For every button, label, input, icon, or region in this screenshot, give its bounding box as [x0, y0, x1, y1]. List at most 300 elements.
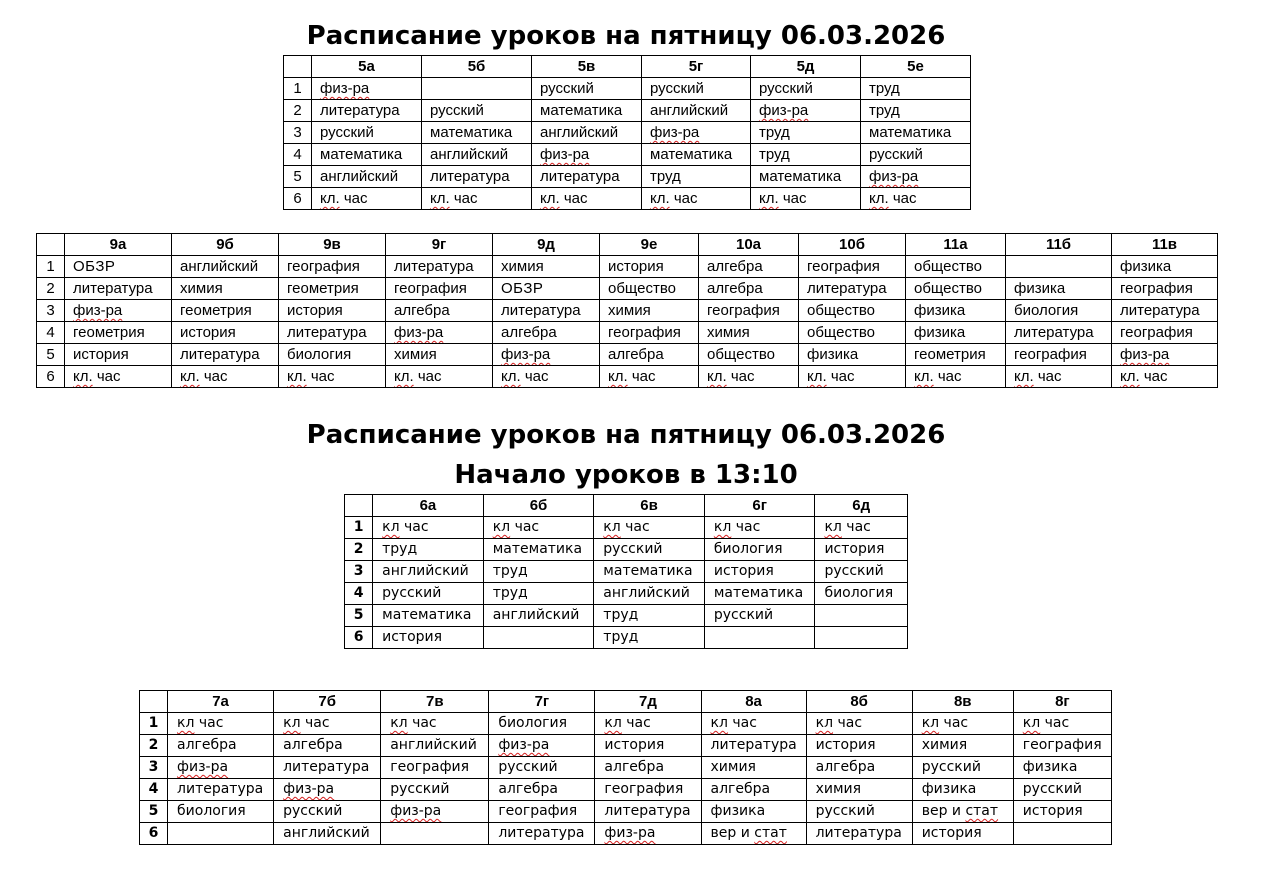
lesson-subject: физика: [921, 781, 977, 797]
lesson-subject: русский: [498, 759, 558, 775]
lesson-cell: [600, 366, 699, 388]
lesson-subject: литература: [498, 825, 585, 841]
lesson-subject: география: [1120, 280, 1193, 297]
class-header: 8г: [1013, 691, 1111, 713]
lesson-subject: общество: [914, 280, 982, 297]
lesson-cell: [600, 300, 699, 322]
lesson-subject: история: [73, 346, 129, 363]
lesson-subject: вер и стат: [921, 803, 999, 819]
lesson-cell: [422, 100, 532, 122]
lesson-subject: литература: [501, 302, 581, 319]
lesson-subject: кл час: [824, 519, 871, 535]
class-header: 11в: [1112, 234, 1218, 256]
lesson-subject: история: [824, 541, 885, 557]
lesson-subject: кл. час: [540, 190, 588, 207]
lesson-cell: [701, 713, 806, 735]
lesson-cell: [699, 256, 799, 278]
lesson-cell: [806, 779, 912, 801]
lesson-cell: [493, 344, 600, 366]
lesson-cell: [600, 322, 699, 344]
lesson-subject: география: [707, 302, 780, 319]
lesson-number: 1: [140, 713, 168, 735]
corner-cell: [37, 234, 65, 256]
class-header: 7д: [595, 691, 701, 713]
lesson-subject: география: [287, 258, 360, 275]
lesson-subject: история: [382, 629, 443, 645]
lesson-cell: [642, 166, 751, 188]
lesson-subject: история: [608, 258, 664, 275]
class-header: 9а: [65, 234, 172, 256]
lesson-cell: [912, 823, 1013, 845]
lesson-cell: [422, 188, 532, 210]
lesson-subject: русский: [1022, 781, 1083, 797]
lesson-cell: [1006, 256, 1112, 278]
subtitle-start-time: Начало уроков в 13:10: [454, 460, 798, 490]
lesson-subject: математика: [320, 146, 403, 163]
schedule-table-6: [344, 494, 908, 649]
lesson-subject: география: [1120, 324, 1193, 341]
lesson-cell: [642, 78, 751, 100]
title-middle: Расписание уроков на пятницу 06.03.2026: [306, 420, 946, 450]
lesson-cell: [381, 779, 489, 801]
lesson-number: 3: [140, 757, 168, 779]
lesson-cell: [168, 823, 274, 845]
lesson-cell: [489, 735, 595, 757]
table-row: [284, 144, 971, 166]
lesson-number: 1: [37, 256, 65, 278]
lesson-cell: [168, 779, 274, 801]
class-header: 5в: [532, 56, 642, 78]
table-row: [37, 300, 1218, 322]
lesson-cell: [422, 122, 532, 144]
lesson-subject: история: [604, 737, 665, 753]
lesson-subject: химия: [180, 280, 223, 297]
lesson-cell: [1006, 322, 1112, 344]
lesson-cell: [815, 517, 908, 539]
lesson-cell: [1112, 322, 1218, 344]
lesson-subject: география: [604, 781, 684, 797]
lesson-cell: [1006, 300, 1112, 322]
lesson-subject: английский: [430, 146, 509, 163]
lesson-cell: [861, 144, 971, 166]
lesson-subject: английский: [540, 124, 619, 141]
lesson-cell: [912, 801, 1013, 823]
lesson-subject: литература: [604, 803, 691, 819]
lesson-cell: [1112, 256, 1218, 278]
lesson-cell: [751, 100, 861, 122]
lesson-cell: [1013, 713, 1111, 735]
lesson-subject: труд: [869, 80, 900, 97]
lesson-subject: кл час: [283, 715, 330, 731]
table-row: [345, 517, 908, 539]
lesson-cell: [381, 823, 489, 845]
lesson-cell: [595, 757, 701, 779]
lesson-subject: география: [1014, 346, 1087, 363]
lesson-cell: [274, 735, 381, 757]
lesson-subject: кл. час: [914, 368, 962, 385]
lesson-cell: [751, 166, 861, 188]
lesson-cell: [373, 627, 484, 649]
lesson-cell: [65, 278, 172, 300]
lesson-subject: общество: [608, 280, 676, 297]
lesson-cell: [1112, 366, 1218, 388]
table-row: [284, 122, 971, 144]
table-row: [37, 344, 1218, 366]
lesson-number: 2: [284, 100, 312, 122]
lesson-subject: физ-ра: [759, 102, 809, 119]
lesson-subject: история: [815, 737, 876, 753]
lesson-cell: [701, 823, 806, 845]
lesson-cell: [483, 627, 594, 649]
lesson-subject: литература: [710, 737, 797, 753]
lesson-subject: английский: [382, 563, 469, 579]
lesson-cell: [279, 344, 386, 366]
lesson-subject: математика: [869, 124, 952, 141]
lesson-subject: физ-ра: [320, 80, 370, 97]
lesson-subject: физ-ра: [650, 124, 700, 141]
class-header: 7б: [274, 691, 381, 713]
lesson-subject: литература: [1120, 302, 1200, 319]
lesson-cell: [381, 757, 489, 779]
lesson-number: 1: [345, 517, 373, 539]
lesson-cell: [381, 713, 489, 735]
lesson-cell: [274, 757, 381, 779]
lesson-subject: литература: [1014, 324, 1094, 341]
lesson-subject: русский: [921, 759, 981, 775]
lesson-cell: [1006, 366, 1112, 388]
lesson-subject: общество: [914, 258, 982, 275]
lesson-cell: [386, 300, 493, 322]
lesson-number: 2: [140, 735, 168, 757]
lesson-subject: кл. час: [287, 368, 335, 385]
lesson-subject: английский: [650, 102, 729, 119]
lesson-cell: [373, 561, 484, 583]
lesson-subject: алгебра: [608, 346, 664, 363]
lesson-subject: химия: [394, 346, 437, 363]
lesson-subject: кл час: [604, 715, 651, 731]
schedule-table-7-8: [139, 690, 1112, 845]
lesson-subject: математика: [382, 607, 472, 623]
lesson-subject: русский: [320, 124, 374, 141]
lesson-cell: [483, 605, 594, 627]
lesson-subject: биология: [1014, 302, 1079, 319]
lesson-subject: химия: [815, 781, 862, 797]
lesson-cell: [806, 801, 912, 823]
header-row: [345, 495, 908, 517]
schedule-table-5: [283, 55, 971, 210]
lesson-cell: [493, 300, 600, 322]
lesson-cell: [373, 517, 484, 539]
lesson-cell: [600, 256, 699, 278]
lesson-cell: [532, 188, 642, 210]
table-row: [37, 322, 1218, 344]
lesson-cell: [386, 344, 493, 366]
lesson-cell: [699, 344, 799, 366]
lesson-cell: [799, 366, 906, 388]
class-header: 5б: [422, 56, 532, 78]
lesson-subject: литература: [540, 168, 620, 185]
lesson-cell: [65, 344, 172, 366]
lesson-subject: кл. час: [73, 368, 121, 385]
table-row: [345, 583, 908, 605]
lesson-subject: кл час: [390, 715, 437, 731]
lesson-cell: [912, 779, 1013, 801]
lesson-subject: математика: [430, 124, 513, 141]
lesson-cell: [373, 539, 484, 561]
lesson-cell: [381, 735, 489, 757]
lesson-subject: физика: [914, 324, 966, 341]
lesson-cell: [701, 757, 806, 779]
lesson-cell: [373, 605, 484, 627]
lesson-cell: [422, 166, 532, 188]
class-header: 10б: [799, 234, 906, 256]
lesson-cell: [799, 322, 906, 344]
corner-cell: [284, 56, 312, 78]
class-header: 6а: [373, 495, 484, 517]
lesson-cell: [312, 122, 422, 144]
lesson-subject: литература: [73, 280, 153, 297]
lesson-cell: [168, 735, 274, 757]
lesson-cell: [386, 256, 493, 278]
table-row: [37, 366, 1218, 388]
lesson-number: 3: [345, 561, 373, 583]
lesson-subject: русский: [540, 80, 594, 97]
lesson-subject: русский: [713, 607, 774, 623]
table-row: [37, 278, 1218, 300]
lesson-subject: физика: [1120, 258, 1172, 275]
class-header: 9г: [386, 234, 493, 256]
lesson-subject: кл час: [815, 715, 863, 731]
lesson-cell: [704, 561, 815, 583]
table-row: [140, 757, 1112, 779]
lesson-cell: [815, 561, 908, 583]
lesson-subject: литература: [320, 102, 400, 119]
lesson-subject: география: [1022, 737, 1102, 753]
lesson-subject: физика: [914, 302, 966, 319]
lesson-cell: [906, 366, 1006, 388]
lesson-subject: кл. час: [430, 190, 478, 207]
lesson-cell: [594, 583, 705, 605]
lesson-subject: химия: [501, 258, 544, 275]
lesson-subject: геометрия: [180, 302, 252, 319]
lesson-cell: [600, 278, 699, 300]
lesson-cell: [595, 779, 701, 801]
lesson-cell: [642, 122, 751, 144]
lesson-subject: физ-ра: [177, 759, 229, 775]
lesson-cell: [594, 539, 705, 561]
lesson-cell: [701, 735, 806, 757]
table-row: [345, 605, 908, 627]
lesson-cell: [704, 627, 815, 649]
lesson-subject: химия: [710, 759, 756, 775]
lesson-cell: [594, 517, 705, 539]
lesson-subject: русский: [815, 803, 875, 819]
table-row: [37, 256, 1218, 278]
class-header: 7а: [168, 691, 274, 713]
lesson-cell: [699, 322, 799, 344]
lesson-subject: география: [390, 759, 470, 775]
lesson-cell: [1112, 344, 1218, 366]
lesson-subject: география: [608, 324, 681, 341]
lesson-cell: [1013, 779, 1111, 801]
lesson-subject: русский: [430, 102, 484, 119]
lesson-cell: [279, 300, 386, 322]
lesson-subject: алгебра: [604, 759, 665, 775]
lesson-subject: русский: [824, 563, 884, 579]
table-row: [284, 166, 971, 188]
lesson-cell: [906, 300, 1006, 322]
lesson-cell: [489, 779, 595, 801]
lesson-subject: кл. час: [180, 368, 228, 385]
lesson-subject: кл. час: [394, 368, 442, 385]
class-header: 6б: [483, 495, 594, 517]
lesson-cell: [861, 166, 971, 188]
lesson-subject: алгебра: [283, 737, 343, 753]
class-header: 5г: [642, 56, 751, 78]
header-row: [140, 691, 1112, 713]
lesson-subject: кл час: [713, 519, 761, 535]
lesson-subject: русский: [759, 80, 813, 97]
lesson-number: 4: [37, 322, 65, 344]
lesson-subject: кл. час: [869, 190, 917, 207]
lesson-subject: труд: [603, 629, 639, 645]
lesson-cell: [806, 757, 912, 779]
lesson-cell: [594, 627, 705, 649]
lesson-subject: кл час: [382, 519, 429, 535]
lesson-number: 6: [345, 627, 373, 649]
lesson-subject: кл. час: [1120, 368, 1168, 385]
lesson-subject: физика: [807, 346, 859, 363]
lesson-subject: алгебра: [815, 759, 876, 775]
lesson-subject: химия: [707, 324, 750, 341]
table-row: [284, 78, 971, 100]
lesson-subject: литература: [815, 825, 902, 841]
lesson-cell: [799, 344, 906, 366]
lesson-cell: [532, 122, 642, 144]
table-row: [140, 801, 1112, 823]
lesson-subject: кл час: [492, 519, 540, 535]
class-header: 8а: [701, 691, 806, 713]
lesson-cell: [172, 366, 279, 388]
lesson-cell: [172, 256, 279, 278]
lesson-subject: литература: [177, 781, 264, 797]
lesson-cell: [168, 713, 274, 735]
lesson-cell: [532, 144, 642, 166]
lesson-subject: биология: [713, 541, 783, 557]
lesson-subject: кл час: [921, 715, 969, 731]
lesson-subject: математика: [603, 563, 693, 579]
lesson-subject: география: [807, 258, 880, 275]
class-header: 5д: [751, 56, 861, 78]
lesson-subject: физ-ра: [1120, 346, 1170, 363]
lesson-subject: математика: [650, 146, 733, 163]
table-row: [284, 100, 971, 122]
lesson-cell: [1006, 344, 1112, 366]
lesson-cell: [493, 366, 600, 388]
lesson-number: 4: [140, 779, 168, 801]
lesson-cell: [532, 100, 642, 122]
class-header: 7в: [381, 691, 489, 713]
table-row: [345, 561, 908, 583]
lesson-cell: [815, 605, 908, 627]
lesson-cell: [1112, 278, 1218, 300]
lesson-subject: алгебра: [177, 737, 237, 753]
lesson-subject: физ-ра: [869, 168, 919, 185]
lesson-subject: биология: [287, 346, 352, 363]
table-row: [140, 735, 1112, 757]
lesson-cell: [699, 278, 799, 300]
header-row: [284, 56, 971, 78]
lesson-cell: [701, 779, 806, 801]
lesson-number: 4: [345, 583, 373, 605]
class-header: 8б: [806, 691, 912, 713]
lesson-cell: [422, 144, 532, 166]
lesson-subject: физ-ра: [73, 302, 123, 319]
lesson-subject: алгебра: [707, 258, 763, 275]
lesson-subject: история: [713, 563, 774, 579]
lesson-subject: кл час: [603, 519, 650, 535]
lesson-cell: [274, 801, 381, 823]
lesson-cell: [642, 144, 751, 166]
lesson-number: 5: [37, 344, 65, 366]
lesson-subject: биология: [498, 715, 568, 731]
lesson-subject: русский: [382, 585, 442, 601]
lesson-subject: география: [498, 803, 578, 819]
lesson-cell: [906, 344, 1006, 366]
lesson-subject: ОБЗР: [501, 280, 544, 297]
lesson-cell: [279, 322, 386, 344]
lesson-number: 5: [140, 801, 168, 823]
lesson-cell: [493, 256, 600, 278]
lesson-subject: химия: [608, 302, 651, 319]
lesson-cell: [373, 583, 484, 605]
lesson-cell: [279, 278, 386, 300]
lesson-subject: английский: [603, 585, 690, 601]
lesson-cell: [799, 300, 906, 322]
lesson-subject: геометрия: [73, 324, 145, 341]
lesson-subject: кл. час: [501, 368, 549, 385]
lesson-subject: история: [287, 302, 343, 319]
class-header: 5е: [861, 56, 971, 78]
lesson-cell: [861, 188, 971, 210]
lesson-subject: общество: [807, 324, 875, 341]
lesson-cell: [168, 801, 274, 823]
lesson-subject: физ-ра: [394, 324, 444, 341]
lesson-cell: [489, 801, 595, 823]
lesson-cell: [483, 539, 594, 561]
lesson-cell: [172, 344, 279, 366]
table-row: [140, 823, 1112, 845]
lesson-cell: [815, 627, 908, 649]
lesson-subject: общество: [807, 302, 875, 319]
lesson-subject: кл час: [1022, 715, 1070, 731]
lesson-cell: [489, 713, 595, 735]
lesson-subject: русский: [283, 803, 343, 819]
lesson-cell: [386, 278, 493, 300]
class-header: 9б: [172, 234, 279, 256]
lesson-cell: [751, 78, 861, 100]
table-row: [140, 713, 1112, 735]
lesson-subject: английский: [320, 168, 399, 185]
lesson-subject: биология: [177, 803, 246, 819]
class-header: 11а: [906, 234, 1006, 256]
lesson-subject: физ-ра: [501, 346, 551, 363]
lesson-subject: английский: [492, 607, 580, 623]
lesson-subject: труд: [650, 168, 681, 185]
corner-cell: [345, 495, 373, 517]
lesson-subject: кл час: [710, 715, 757, 731]
lesson-subject: кл. час: [320, 190, 368, 207]
